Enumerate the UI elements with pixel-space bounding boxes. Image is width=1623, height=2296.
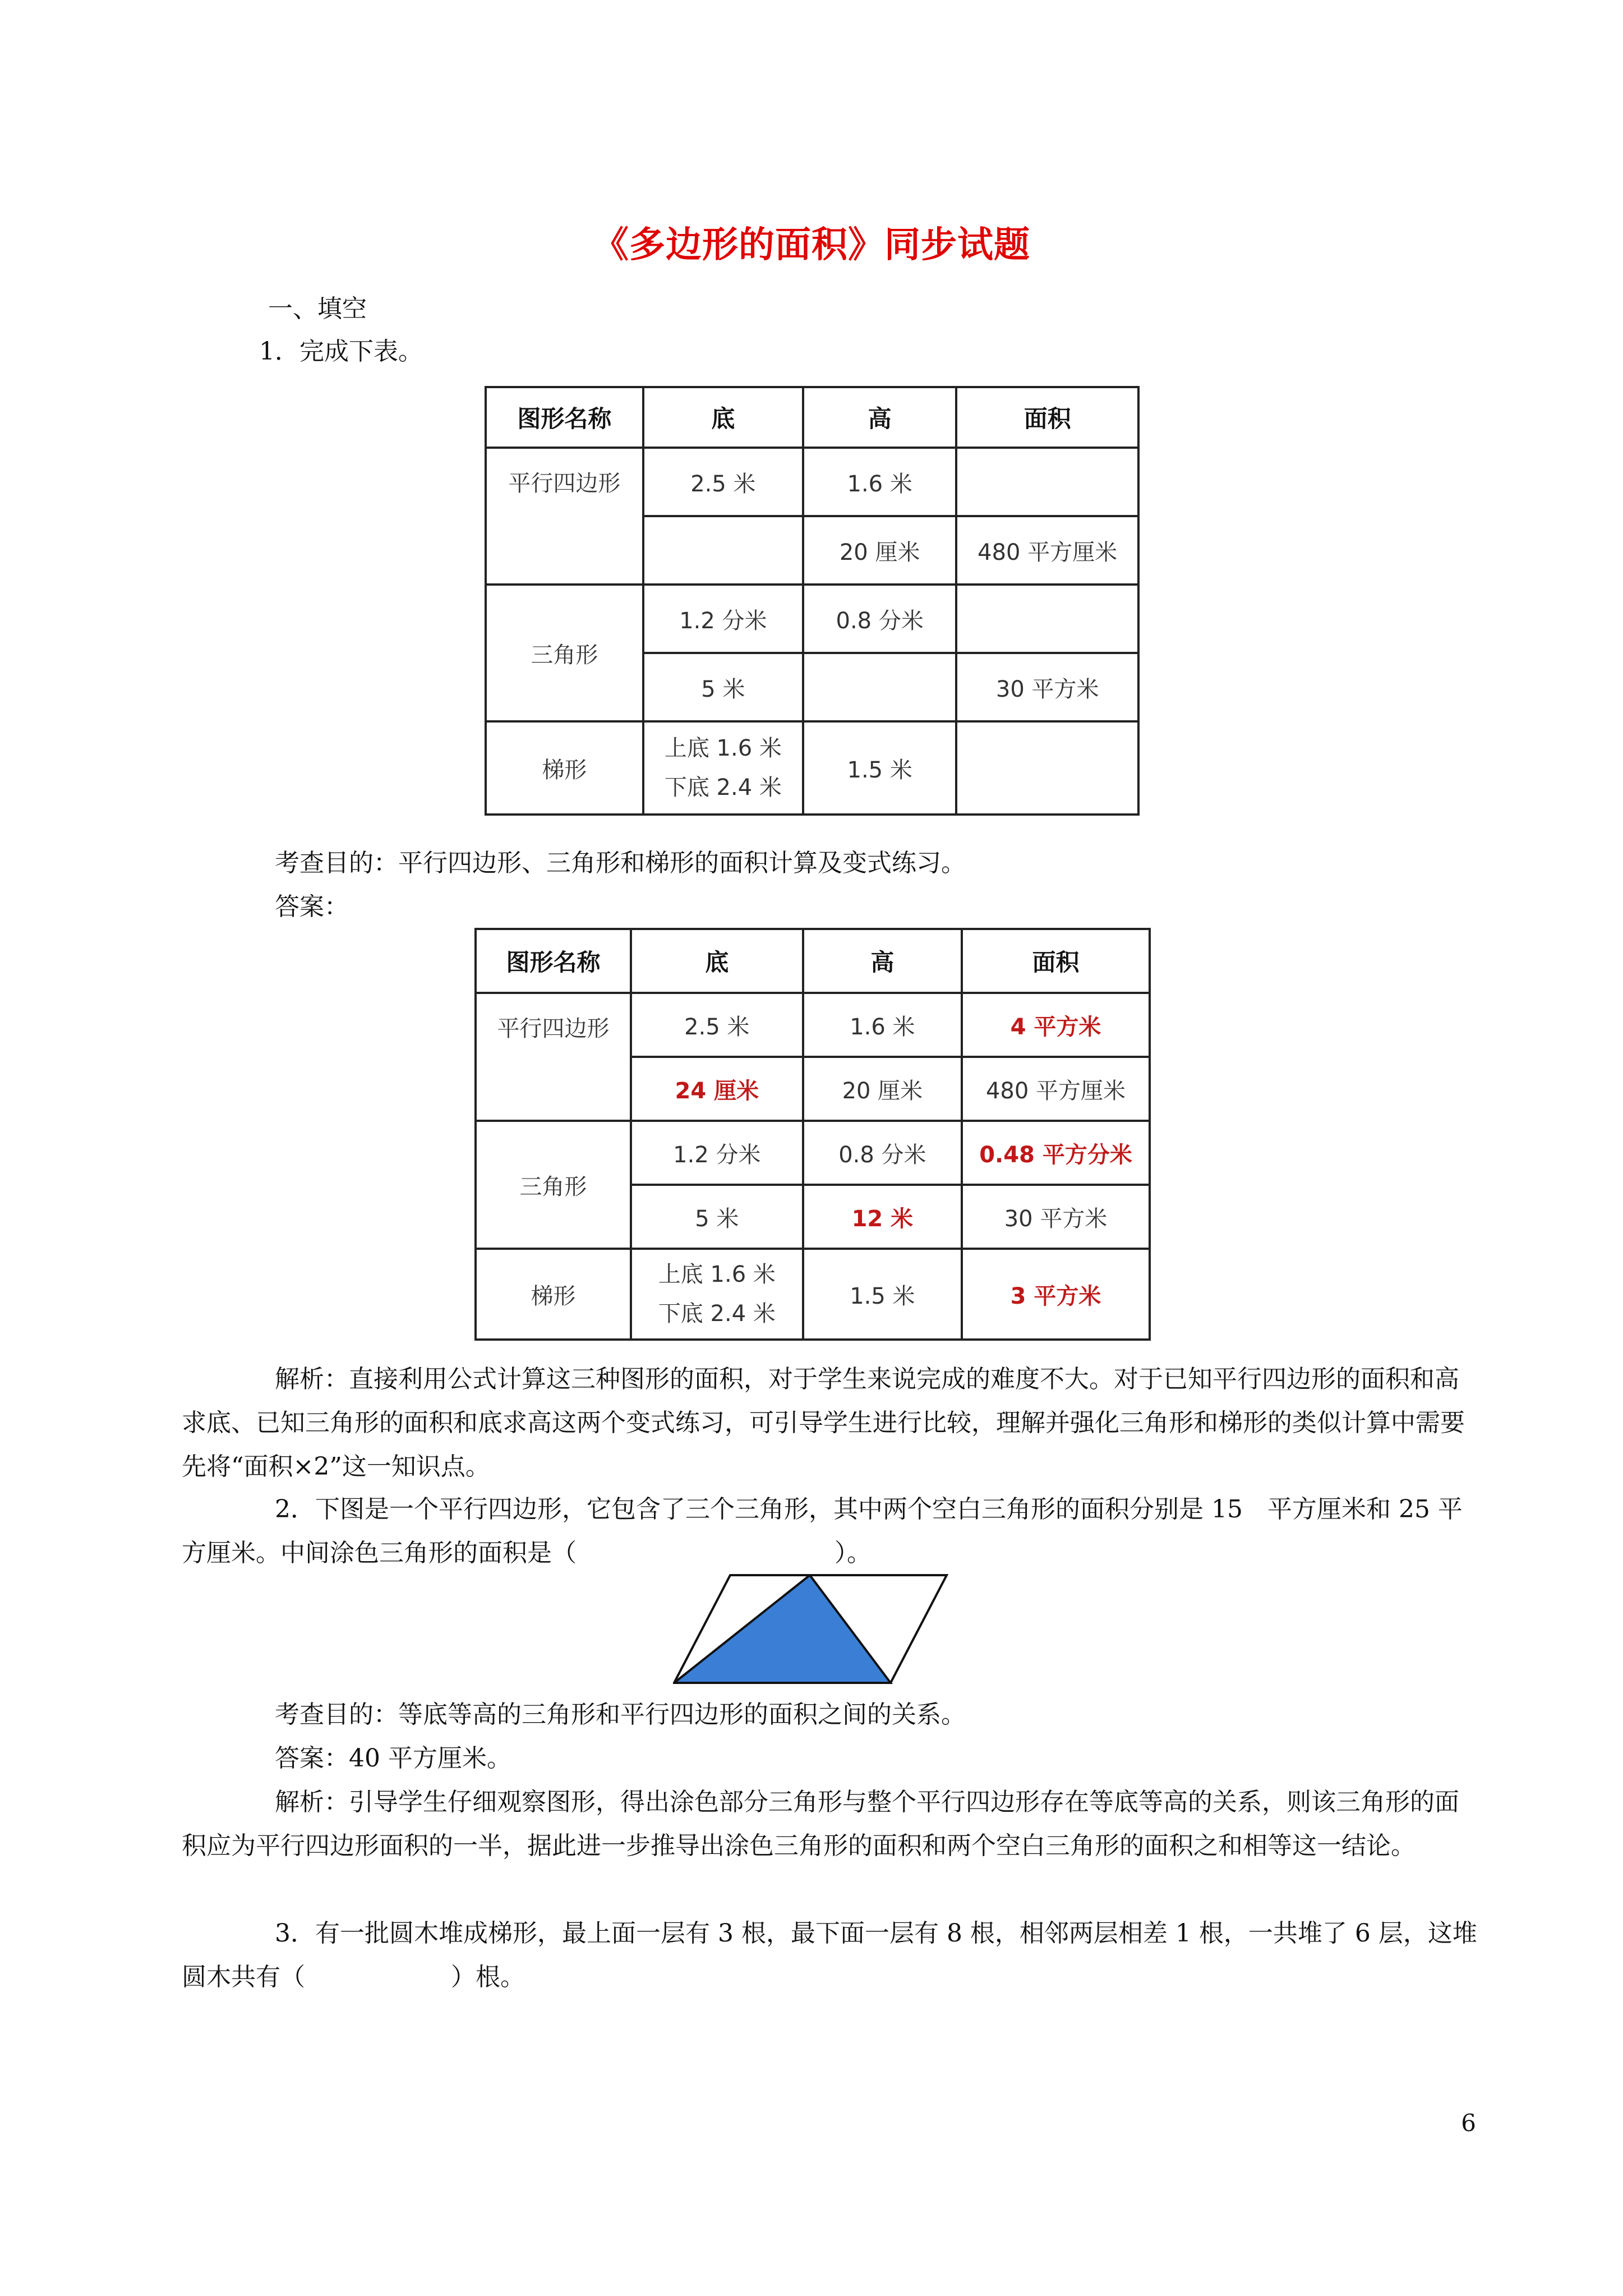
table-cell: 5 米 [631, 1185, 803, 1249]
lower-base: 下底 2.4 米 [664, 775, 782, 800]
q2-text-end: ）。 [834, 1539, 872, 1567]
table-cell: 30 平方米 [962, 1185, 1150, 1249]
answer-cell: 0.48 平方分米 [962, 1121, 1150, 1185]
q2-purpose: 考查目的：等底等高的三角形和平行四边形的面积之间的关系。 [275, 1700, 966, 1729]
header-base: 底 [631, 929, 803, 993]
upper-base: 上底 1.6 米 [658, 1262, 776, 1287]
answer-cell: 24 厘米 [631, 1057, 803, 1121]
table-cell: 0.8 分米 [803, 585, 956, 653]
table-cell: 2.5 米 [643, 448, 803, 516]
lower-base: 下底 2.4 米 [658, 1301, 776, 1327]
table-cell: 0.8 分米 [803, 1121, 962, 1185]
question-3-text [182, 1912, 1483, 1999]
question-1-prompt: 1．完成下表。 [259, 337, 423, 366]
section-heading: 一、填空 [268, 295, 367, 323]
table-cell: 5 米 [643, 653, 803, 721]
header-shape-name: 图形名称 [476, 929, 631, 993]
table-cell [956, 721, 1138, 815]
answer-cell: 12 米 [803, 1185, 962, 1249]
table-cell: 480 平方厘米 [956, 516, 1138, 585]
table-cell [643, 516, 803, 585]
trapezoid-bases-cell [631, 1249, 803, 1340]
answer-cell: 4 平方米 [962, 993, 1150, 1057]
q1-answer-label: 答案： [275, 892, 349, 921]
table-cell: 480 平方厘米 [962, 1057, 1150, 1121]
q1-analysis: 解析：直接利用公式计算这三种图形的面积，对于学生来说完成的难度不大。对于已知平行四边形的面积和高求底、已知三角形的面积和底求高这两个变式练习，可引导学生进行比较，理解并强化三角形和梯形的类似计算中需要先将“面积×2”这一知识点。 [182, 1365, 1465, 1481]
q3-text-end: ）根。 [451, 1963, 525, 1991]
question-table [485, 386, 1140, 816]
header-area: 面积 [956, 387, 1138, 448]
row-label-parallelogram: 平行四边形 [476, 993, 631, 1121]
table-cell: 1.5 米 [803, 1249, 962, 1340]
q2-analysis: 解析：引导学生仔细观察图形，得出涂色部分三角形与整个平行四边形存在等底等高的关系，则该三角形的面积应为平行四边形面积的一半，据此进一步推导出涂色三角形的面积和两个空白三角形的面积之和相等这一结论。 [182, 1788, 1459, 1860]
header-height: 高 [803, 387, 956, 448]
table-cell [956, 585, 1138, 653]
trapezoid-bases-cell [643, 721, 803, 815]
q3-text-start: 3．有一批圆木堆成梯形，最上面一层有 3 根，最下面一层有 8 根，相邻两层相差 1 根，一共堆了 6 层，这堆圆木共有（ [182, 1919, 1477, 1991]
upper-base: 上底 1.6 米 [664, 735, 782, 761]
row-label-trapezoid: 梯形 [476, 1249, 631, 1340]
row-label-trapezoid: 梯形 [486, 721, 643, 815]
page-number: 6 [1461, 2109, 1476, 2137]
table-cell: 1.5 米 [803, 721, 956, 815]
table-cell: 1.2 分米 [631, 1121, 803, 1185]
answer-table [474, 928, 1151, 1341]
table-cell [803, 653, 956, 721]
header-base: 底 [643, 387, 803, 448]
table-cell: 1.6 米 [803, 993, 962, 1057]
row-label-triangle: 三角形 [476, 1121, 631, 1249]
row-label-triangle: 三角形 [486, 585, 643, 721]
row-label-parallelogram: 平行四边形 [486, 448, 643, 585]
table-cell: 1.2 分米 [643, 585, 803, 653]
table-cell: 20 厘米 [803, 516, 956, 585]
parallelogram-figure [673, 1574, 953, 1686]
table-cell: 30 平方米 [956, 653, 1138, 721]
table-cell: 1.6 米 [803, 448, 956, 516]
q2-text-start: 2．下图是一个平行四边形，它包含了三个三角形，其中两个空白三角形的面积分别是 15 平方厘米和 25 平方厘米。中间涂色三角形的面积是（ [182, 1495, 1463, 1567]
header-area: 面积 [962, 929, 1150, 993]
table-cell: 2.5 米 [631, 993, 803, 1057]
q1-purpose: 考查目的：平行四边形、三角形和梯形的面积计算及变式练习。 [275, 849, 966, 877]
table-cell [956, 448, 1138, 516]
answer-cell: 3 平方米 [962, 1249, 1150, 1340]
header-height: 高 [803, 929, 962, 993]
header-shape-name: 图形名称 [486, 387, 643, 448]
table-cell: 20 厘米 [803, 1057, 962, 1121]
page-title: 《多边形的面积》同步试题 [593, 224, 1030, 266]
q2-answer: 答案：40 平方厘米。 [275, 1744, 511, 1773]
question-2-text [182, 1488, 1483, 1575]
